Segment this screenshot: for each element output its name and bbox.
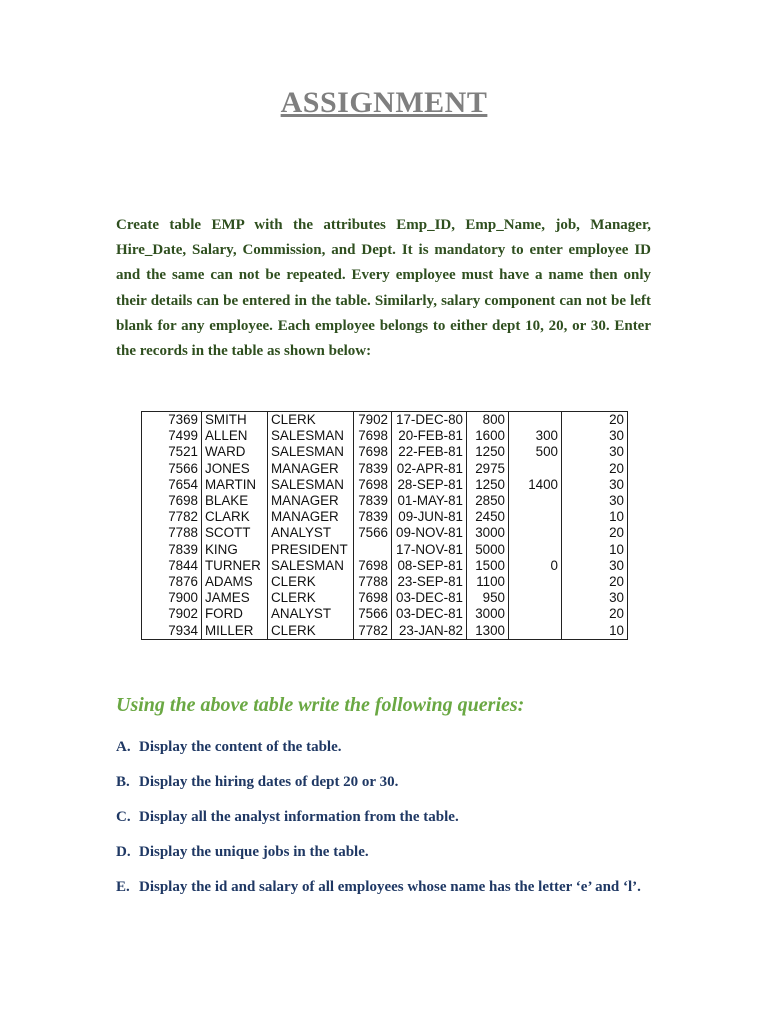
job-cell: PRESIDENT xyxy=(268,542,354,558)
dept-cell: 30 xyxy=(562,428,628,444)
commission-cell xyxy=(509,590,562,606)
hire-date-cell: 09-NOV-81 xyxy=(392,525,467,541)
commission-cell xyxy=(509,493,562,509)
commission-cell xyxy=(509,606,562,622)
emp-name-cell: CLARK xyxy=(202,509,268,525)
table-row xyxy=(142,574,628,590)
dept-cell: 20 xyxy=(562,525,628,541)
emp-name-cell: WARD xyxy=(202,444,268,460)
salary-cell: 2450 xyxy=(467,509,509,525)
hire-date-cell: 09-JUN-81 xyxy=(392,509,467,525)
job-cell: ANALYST xyxy=(268,525,354,541)
table-row xyxy=(142,558,628,574)
dept-cell: 30 xyxy=(562,493,628,509)
hire-date-cell: 22-FEB-81 xyxy=(392,444,467,460)
query-label: A. xyxy=(116,739,131,755)
commission-cell xyxy=(509,461,562,477)
manager-cell: 7698 xyxy=(354,590,392,606)
emp-records-table xyxy=(141,411,628,640)
salary-cell: 800 xyxy=(467,412,509,429)
query-item xyxy=(116,874,651,900)
manager-cell: 7839 xyxy=(354,509,392,525)
commission-cell xyxy=(509,574,562,590)
dept-cell: 30 xyxy=(562,444,628,460)
job-cell: CLERK xyxy=(268,412,354,429)
job-cell: SALESMAN xyxy=(268,444,354,460)
emp-id-cell: 7844 xyxy=(142,558,202,574)
salary-cell: 5000 xyxy=(467,542,509,558)
manager-cell: 7902 xyxy=(354,412,392,429)
hire-date-cell: 01-MAY-81 xyxy=(392,493,467,509)
manager-cell: 7698 xyxy=(354,428,392,444)
table-row xyxy=(142,542,628,558)
query-text: Display the hiring dates of dept 20 or 30. xyxy=(139,774,399,790)
job-cell: ANALYST xyxy=(268,606,354,622)
table-row xyxy=(142,590,628,606)
commission-cell: 500 xyxy=(509,444,562,460)
job-cell: MANAGER xyxy=(268,509,354,525)
emp-id-cell: 7698 xyxy=(142,493,202,509)
query-item xyxy=(116,734,651,760)
commission-cell: 0 xyxy=(509,558,562,574)
query-item xyxy=(116,839,651,865)
salary-cell: 950 xyxy=(467,590,509,606)
emp-id-cell: 7900 xyxy=(142,590,202,606)
salary-cell: 3000 xyxy=(467,525,509,541)
emp-name-cell: KING xyxy=(202,542,268,558)
dept-cell: 30 xyxy=(562,590,628,606)
dept-cell: 20 xyxy=(562,412,628,429)
job-cell: CLERK xyxy=(268,622,354,639)
job-cell: CLERK xyxy=(268,590,354,606)
manager-cell: 7839 xyxy=(354,461,392,477)
dept-cell: 30 xyxy=(562,558,628,574)
query-text: Display the id and salary of all employees whose name has the letter ‘e’ and ‘l’. xyxy=(139,879,641,895)
manager-cell: 7566 xyxy=(354,525,392,541)
emp-name-cell: SMITH xyxy=(202,412,268,429)
emp-name-cell: FORD xyxy=(202,606,268,622)
dept-cell: 10 xyxy=(562,509,628,525)
manager-cell: 7566 xyxy=(354,606,392,622)
manager-cell: 7698 xyxy=(354,477,392,493)
query-text: Display the content of the table. xyxy=(139,739,342,755)
emp-name-cell: JAMES xyxy=(202,590,268,606)
manager-cell xyxy=(354,542,392,558)
manager-cell: 7782 xyxy=(354,622,392,639)
hire-date-cell: 17-NOV-81 xyxy=(392,542,467,558)
emp-name-cell: MARTIN xyxy=(202,477,268,493)
hire-date-cell: 23-SEP-81 xyxy=(392,574,467,590)
query-text: Display all the analyst information from the table. xyxy=(139,809,459,825)
commission-cell xyxy=(509,509,562,525)
emp-id-cell: 7934 xyxy=(142,622,202,639)
salary-cell: 1600 xyxy=(467,428,509,444)
commission-cell xyxy=(509,542,562,558)
table-row xyxy=(142,606,628,622)
emp-table-body xyxy=(142,412,628,640)
dept-cell: 30 xyxy=(562,477,628,493)
query-text: Display the unique jobs in the table. xyxy=(139,844,369,860)
query-label: D. xyxy=(116,844,131,860)
emp-name-cell: JONES xyxy=(202,461,268,477)
manager-cell: 7788 xyxy=(354,574,392,590)
manager-cell: 7698 xyxy=(354,558,392,574)
emp-id-cell: 7839 xyxy=(142,542,202,558)
queries-heading: Using the above table write the following queries: xyxy=(116,694,525,716)
salary-cell: 2850 xyxy=(467,493,509,509)
emp-id-cell: 7876 xyxy=(142,574,202,590)
manager-cell: 7698 xyxy=(354,444,392,460)
salary-cell: 1500 xyxy=(467,558,509,574)
document-title: ASSIGNMENT xyxy=(280,86,488,119)
dept-cell: 10 xyxy=(562,622,628,639)
emp-id-cell: 7521 xyxy=(142,444,202,460)
table-row xyxy=(142,428,628,444)
hire-date-cell: 17-DEC-80 xyxy=(392,412,467,429)
emp-name-cell: SCOTT xyxy=(202,525,268,541)
commission-cell xyxy=(509,525,562,541)
query-item xyxy=(116,769,651,795)
hire-date-cell: 28-SEP-81 xyxy=(392,477,467,493)
job-cell: MANAGER xyxy=(268,461,354,477)
query-label: B. xyxy=(116,774,130,790)
salary-cell: 3000 xyxy=(467,606,509,622)
query-item xyxy=(116,804,651,830)
emp-id-cell: 7654 xyxy=(142,477,202,493)
emp-name-cell: MILLER xyxy=(202,622,268,639)
commission-cell xyxy=(509,622,562,639)
commission-cell: 300 xyxy=(509,428,562,444)
dept-cell: 20 xyxy=(562,574,628,590)
emp-name-cell: ALLEN xyxy=(202,428,268,444)
salary-cell: 1300 xyxy=(467,622,509,639)
emp-id-cell: 7566 xyxy=(142,461,202,477)
hire-date-cell: 02-APR-81 xyxy=(392,461,467,477)
job-cell: SALESMAN xyxy=(268,428,354,444)
query-label: E. xyxy=(116,879,130,895)
job-cell: CLERK xyxy=(268,574,354,590)
table-row xyxy=(142,412,628,429)
job-cell: SALESMAN xyxy=(268,558,354,574)
emp-id-cell: 7788 xyxy=(142,525,202,541)
salary-cell: 2975 xyxy=(467,461,509,477)
hire-date-cell: 08-SEP-81 xyxy=(392,558,467,574)
emp-table-container xyxy=(141,411,627,640)
table-row xyxy=(142,444,628,460)
salary-cell: 1250 xyxy=(467,444,509,460)
emp-name-cell: BLAKE xyxy=(202,493,268,509)
table-row xyxy=(142,493,628,509)
emp-id-cell: 7499 xyxy=(142,428,202,444)
manager-cell: 7839 xyxy=(354,493,392,509)
dept-cell: 20 xyxy=(562,606,628,622)
table-row xyxy=(142,477,628,493)
table-row xyxy=(142,525,628,541)
job-cell: SALESMAN xyxy=(268,477,354,493)
dept-cell: 20 xyxy=(562,461,628,477)
hire-date-cell: 20-FEB-81 xyxy=(392,428,467,444)
table-row xyxy=(142,622,628,639)
commission-cell: 1400 xyxy=(509,477,562,493)
commission-cell xyxy=(509,412,562,429)
hire-date-cell: 03-DEC-81 xyxy=(392,606,467,622)
emp-name-cell: TURNER xyxy=(202,558,268,574)
emp-id-cell: 7782 xyxy=(142,509,202,525)
table-row xyxy=(142,461,628,477)
assignment-instructions: Create table EMP with the attributes Emp_ID, Emp_Name, job, Manager, Hire_Date, Salary, Commission, and Dept. It is mandatory to enter employee ID and the same can not be repeated. Every employee must have a name then only their details can be entered in the table. Similarly, salary component can not be left blank for any employee. Each employee belongs to either dept 10, 20, or 30. Enter the records in the table as shown below: xyxy=(116,217,651,360)
emp-id-cell: 7369 xyxy=(142,412,202,429)
query-label: C. xyxy=(116,809,131,825)
table-row xyxy=(142,509,628,525)
job-cell: MANAGER xyxy=(268,493,354,509)
salary-cell: 1250 xyxy=(467,477,509,493)
emp-id-cell: 7902 xyxy=(142,606,202,622)
hire-date-cell: 23-JAN-82 xyxy=(392,622,467,639)
hire-date-cell: 03-DEC-81 xyxy=(392,590,467,606)
dept-cell: 10 xyxy=(562,542,628,558)
salary-cell: 1100 xyxy=(467,574,509,590)
emp-name-cell: ADAMS xyxy=(202,574,268,590)
